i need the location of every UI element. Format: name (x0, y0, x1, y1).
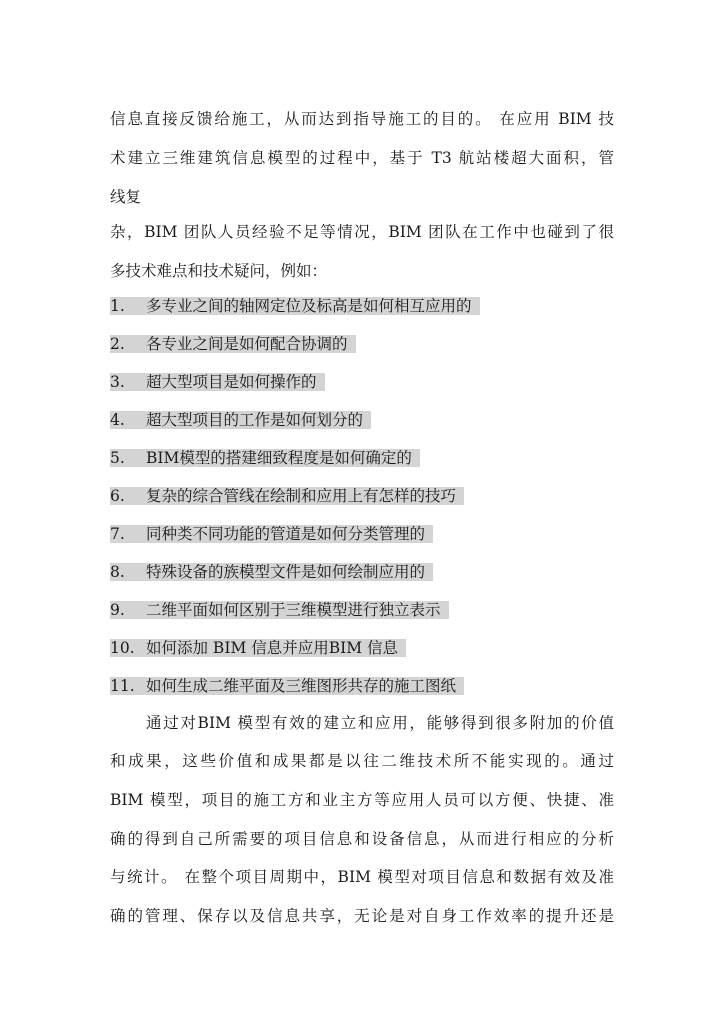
list-item (110, 638, 406, 658)
list-item-text: 各专业之间是如何配合协调的 (146, 335, 348, 353)
paragraph-line: BIM 模型，项目的施工方和业主方等应用人员可以方便、快捷、准 (110, 791, 614, 809)
list-item-number: 10. (110, 639, 135, 657)
list-item-highlight (110, 373, 325, 391)
list-item (110, 334, 356, 354)
list-item-text: 超大型项目是如何操作的 (146, 373, 317, 391)
list-item-number: 5. (110, 449, 125, 467)
list-item-text: 多专业之间的轴网定位及标高是如何相互应用的 (146, 297, 472, 315)
list-item-number: 9. (110, 601, 125, 619)
list-item-number: 7. (110, 525, 125, 543)
list-item (110, 600, 449, 620)
paragraph-line: 与统计。 在整个项目周期中，BIM 模型对项目信息和数据有效及准 (110, 868, 614, 886)
list-item-text: 同种类不同功能的管道是如何分类管理的 (146, 525, 426, 543)
paragraph-line: 多技术难点和技术疑问，例如： (110, 262, 328, 280)
paragraph-line: 通过对BIM 模型有效的建立和应用，能够得到很多附加的价值 (146, 714, 614, 732)
list-item-highlight (110, 639, 406, 657)
list-item-number: 11. (110, 677, 135, 695)
list-item-highlight (110, 487, 464, 505)
list-item-highlight (110, 525, 433, 543)
list-item-highlight (110, 411, 371, 429)
list-item-highlight (110, 335, 356, 353)
paragraph-line: 确的得到自己所需要的项目信息和设备信息，从而进行相应的分析 (110, 830, 614, 848)
list-item-text: BIM模型的搭建细致程度是如何确定的 (146, 449, 412, 467)
list-item (110, 562, 433, 582)
list-item (110, 296, 480, 316)
paragraph-line: 信息直接反馈给施工，从而达到指导施工的目的。 在应用 BIM 技 (110, 110, 614, 128)
list-item (110, 410, 371, 430)
paragraph-line: 术建立三维建筑信息模型的过程中，基于 T3 航站楼超大面积，管 (110, 149, 614, 167)
list-item-highlight (110, 297, 480, 315)
list-item-text: 如何添加 BIM 信息并应用BIM 信息 (146, 639, 399, 657)
list-item-number: 2. (110, 335, 125, 353)
paragraph-line: 确的管理、保存以及信息共享，无论是对自身工作效率的提升还是 (110, 907, 614, 925)
list-item (110, 676, 464, 696)
list-item-highlight (110, 677, 464, 695)
list-item (110, 448, 420, 468)
list-item-text: 二维平面如何区别于三维模型进行独立表示 (146, 601, 441, 619)
list-item-text: 特殊设备的族模型文件是如何绘制应用的 (146, 563, 426, 581)
list-item-highlight (110, 563, 433, 581)
list-item-number: 1. (110, 297, 125, 315)
list-item-number: 3. (110, 373, 125, 391)
paragraph-line: 杂，BIM 团队人员经验不足等情况，BIM 团队在工作中也碰到了很 (110, 223, 614, 241)
list-item-number: 6. (110, 487, 125, 505)
list-item (110, 486, 464, 506)
list-item-text: 超大型项目的工作是如何划分的 (146, 411, 364, 429)
list-item-text: 如何生成二维平面及三维图形共存的施工图纸 (146, 677, 457, 695)
list-item-highlight (110, 449, 420, 467)
list-item-highlight (110, 601, 449, 619)
list-item (110, 372, 325, 392)
paragraph-line: 和成果，这些价值和成果都是以往二维技术所不能实现的。通过 (110, 752, 614, 770)
list-item (110, 524, 433, 544)
list-item-number: 4. (110, 411, 125, 429)
list-item-number: 8. (110, 563, 125, 581)
list-item-text: 复杂的综合管线在绘制和应用上有怎样的技巧 (146, 487, 457, 505)
paragraph-line: 线复 (110, 188, 142, 206)
